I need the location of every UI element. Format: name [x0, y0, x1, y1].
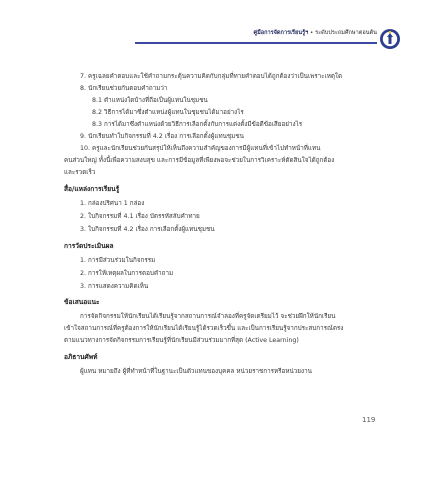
list-item: 8.3 การได้มาซึ่งตำแหน่งด้วยวิธีการเลือกตั้งกับการแต่งตั้งมีข้อดีข้อเสียอย่างไร [92, 121, 303, 128]
materials-item: 2. ใบกิจกรรมที่ 4.1 เรื่อง บัตรรหัสลับคำทาย [80, 213, 200, 220]
materials-heading: สื่อ/แหล่งการเรียนรู้ [64, 185, 120, 193]
list-item: 10. ครูและนักเรียนช่วยกันสรุปให้เห็นถึงความสำคัญของการมีผู้แทนที่เข้าไปทำหน้าที่แทน [80, 145, 321, 152]
page-number: 119 [362, 416, 376, 424]
glossary-heading: อภิธานศัพท์ [64, 353, 98, 361]
suggestion-line: การจัดกิจกรรมให้นักเรียนได้เรียนรู้จากสถานการณ์จำลองที่ครูจัดเตรียมไว้ จะช่วยฝึกให้นักเรียน [80, 313, 336, 320]
page-header [0, 22, 427, 52]
list-item: 8.1 ตำแหน่งใดบ้างที่ถือเป็นผู้แทนในชุมชน [92, 97, 208, 104]
glossary-line: ผู้แทน หมายถึง ผู้ที่ทำหน้าที่ในฐานะเป็นตัวแทนของบุคคล หน่วยราชการหรือหน่วยงาน [80, 368, 312, 375]
assessment-heading: การวัดประเมินผล [64, 242, 114, 250]
assessment-item: 3. การแสดงความคิดเห็น [80, 283, 149, 290]
suggestion-line: ตามแนวทางการจัดกิจกรรมการเรียนรู้ที่นักเรียนมีส่วนร่วมมากที่สุด (Active Learning) [64, 337, 299, 344]
header-subtitle: ระดับประถมศึกษาตอนต้น [315, 30, 377, 36]
assessment-item: 1. การมีส่วนร่วมในกิจกรรม [80, 257, 156, 264]
header-title: คู่มือการจัดการเรียนรู้ฯ [253, 30, 309, 36]
header-separator: • [310, 30, 316, 36]
list-item: 8.2 วิธีการได้มาซึ่งตำแหน่งผู้แทนในชุมชนได้มาอย่างไร [92, 109, 244, 116]
list-item: 9. นักเรียนทำใบกิจกรรมที่ 4.2 เรื่อง การเลือกตั้งผู้แทนชุมชน [80, 133, 244, 140]
list-item: 7. ครูเฉลยคำตอบและใช้คำถามกระตุ้นความคิดกับกลุ่มที่ทายคำตอบได้ถูกต้องว่าเป็นเพราะเหตุใด [80, 73, 343, 80]
suggestion-heading: ข้อเสนอแนะ [64, 298, 100, 306]
list-item: 8. นักเรียนช่วยกันตอบคำถามว่า [80, 85, 168, 92]
materials-item: 1. กล่องปริศนา 1 กล่อง [80, 200, 145, 207]
assessment-item: 2. การให้เหตุผลในการตอบคำถาม [80, 270, 174, 277]
materials-item: 3. ใบกิจกรรมที่ 4.2 เรื่อง การเลือกตั้งผู้แทนชุมชน [80, 226, 215, 233]
suggestion-line: เข้าใจสถานการณ์ที่ครูต้องการให้นักเรียนได้เรียนรู้ได้รวดเร็วขึ้น และเป็นการเรียนรู้จากประสบการณ์ตรง [64, 325, 344, 332]
header-rule [135, 42, 377, 44]
list-item-continuation: และรวดเร็ว [64, 169, 96, 176]
list-item-continuation: คนส่วนใหญ่ ทั้งนี้เพื่อความสงบสุข และการมีข้อมูลที่เพียงพอจะช่วยในการวิเคราะห์ตัดสินใจได้ถูกต้อง [64, 157, 335, 164]
emblem-icon [379, 28, 401, 50]
header-text [253, 29, 377, 37]
